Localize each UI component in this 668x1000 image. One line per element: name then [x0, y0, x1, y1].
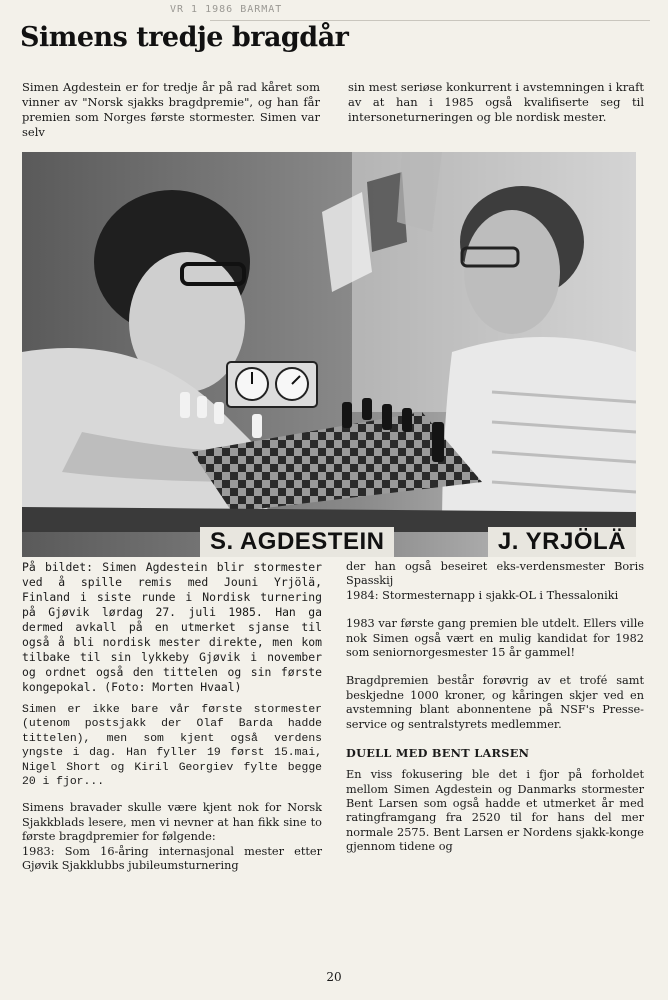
photo-illustration [22, 152, 636, 557]
right-body-column [346, 560, 644, 869]
chess-game-photo [22, 152, 636, 557]
bleed-through-header: VR 1 1986 BARMAT [170, 4, 283, 15]
body-paragraph-2-line: 1983: Som 16-åring internasjonal mester etter Gjøvik Sjakklubbs jubileumsturnering [22, 844, 322, 873]
right-paragraph-4: En viss fokusering ble det i fjor på forholdet mellom Simen Agdestein og Danmarks stormester Bent Larsen som også hadde et utmerket år med ratingframgang fra 2520 til for hans del mer normale 2575. Bent Larsen er Nordens sjakk-konge gjennom tidene og [346, 768, 644, 854]
photo-label-agdestein: S. AGDESTEIN [200, 527, 394, 557]
header-banner-rule [210, 0, 650, 21]
photo-caption: På bildet: Simen Agdestein blir stormester ved å spille remis med Jouni Yrjölä, Finland i siste runde i Nordisk turnering på Gjøvik lørdag 27. juli 1985. Han ga dermed avkall på en utmerket sjanse til også å bli nordisk mester direkte, men kom tilbake til sin lykkeby Gjøvik i november og ordnet også den tittelen og sin første kongepokal. (Foto: Morten Hvaal) [22, 560, 322, 694]
page-header-strip [0, 0, 668, 22]
right-paragraph-1: der han også beseiret eks-verdensmester Boris Spasskij [346, 560, 644, 588]
photo-label-yrjola: J. YRJÖLÄ [488, 527, 636, 557]
section-subheading: DUELL MED BENT LARSEN [346, 746, 530, 761]
right-paragraph-3: Bragdpremien består forøvrig av et trofé samt beskjedne 1000 kroner, og kåringen skjer ved en avstemning blant abonnentene på NSF's Presse-service og sentralstyrets medlemmer. [346, 674, 644, 731]
right-paragraph-2: 1983 var første gang premien ble utdelt. Ellers ville nok Simen også vært en mulig kandidat for 1982 som seniornorgesmester 15 år gammel! [346, 617, 644, 660]
player-right-shirt [442, 337, 636, 532]
intro-left-column: Simen Agdestein er for tredje år på rad kåret som vinner av "Norsk sjakks bragdpremie", og han får premien som Norges første stormester. Simen var selv [22, 80, 320, 139]
article-title: Simens tredje bragdår [20, 22, 349, 53]
body-paragraph-2: Simens bravader skulle være kjent nok for Norsk Sjakkblads lesere, men vi nevner at han fikk sine to første bragdpremier for følgende: [22, 801, 322, 844]
page-number: 20 [326, 970, 342, 984]
player-right-face [464, 210, 560, 334]
intro-right-column: sin mest seriøse konkurrent i avstemningen i kraft av at han i 1985 også kvalifiserte seg til intersoneturneringen og ble nordisk mester. [348, 80, 644, 124]
right-paragraph-1-line: 1984: Stormesternapp i sjakk-OL i Thessaloniki [346, 588, 619, 602]
left-body-column [22, 560, 322, 887]
body-paragraph-1: Simen er ikke bare vår første stormester (utenom postsjakk der Olaf Barda hadde tittelen), men som kjent også verdens yngste i dag. Han fyller 19 først 15.mai, Nigel Short og Kiril Georgiev fylte begge 20 i fjor... [22, 704, 322, 789]
